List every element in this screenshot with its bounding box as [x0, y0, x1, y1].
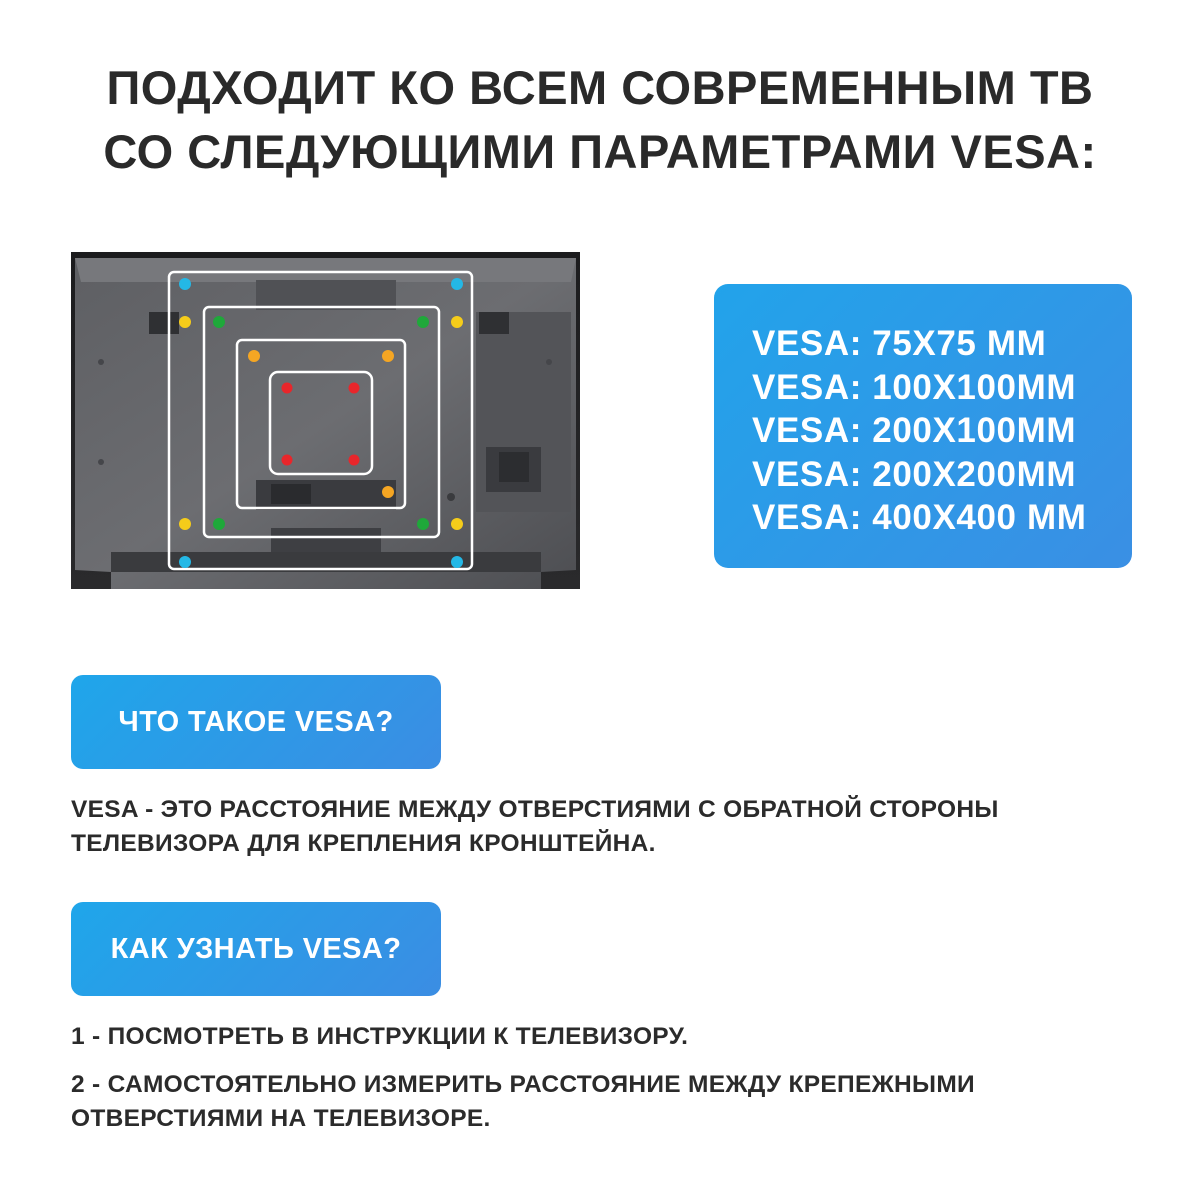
vesa-sizes-card — [714, 284, 1132, 568]
headline-line-2: СО СЛЕДУЮЩИМИ ПАРАМЕТРАМИ VESA: — [103, 125, 1097, 178]
headline — [0, 56, 1200, 184]
vesa-size-item: VESA: 400Х400 ММ — [752, 498, 1087, 537]
vesa-size-item: VESA: 100Х100ММ — [752, 367, 1077, 407]
headline-line-1: ПОДХОДИТ КО ВСЕМ СОВРЕМЕННЫМ ТВ — [106, 61, 1094, 114]
vesa-size-item: VESA: 75Х75 ММ — [752, 324, 1047, 363]
what-is-vesa-heading: ЧТО ТАКОЕ VESA? — [71, 675, 441, 769]
how-to-step-1: 1 - ПОСМОТРЕТЬ В ИНСТРУКЦИИ К ТЕЛЕВИЗОРУ. — [71, 1023, 689, 1050]
vesa-size-item: VESA: 200Х100ММ — [752, 411, 1077, 450]
tv-back-photo — [71, 252, 580, 589]
what-is-vesa-text: VESA - ЭТО РАССТОЯНИЕ МЕЖДУ ОТВЕРСТИЯМИ С ОБРАТНОЙ СТОРОНЫ ТЕЛЕВИЗОРА ДЛЯ КРЕПЛЕНИЯ КРОНШТЕЙНА. — [71, 796, 999, 857]
how-to-find-vesa-heading: КАК УЗНАТЬ VESA? — [71, 902, 441, 996]
vesa-size-item: VESA: 200Х200ММ — [752, 454, 1077, 494]
how-to-step-2: 2 - САМОСТОЯТЕЛЬНО ИЗМЕРИТЬ РАССТОЯНИЕ МЕЖДУ КРЕПЕЖНЫМИ ОТВЕРСТИЯМИ НА ТЕЛЕВИЗОРЕ. — [71, 1071, 975, 1132]
